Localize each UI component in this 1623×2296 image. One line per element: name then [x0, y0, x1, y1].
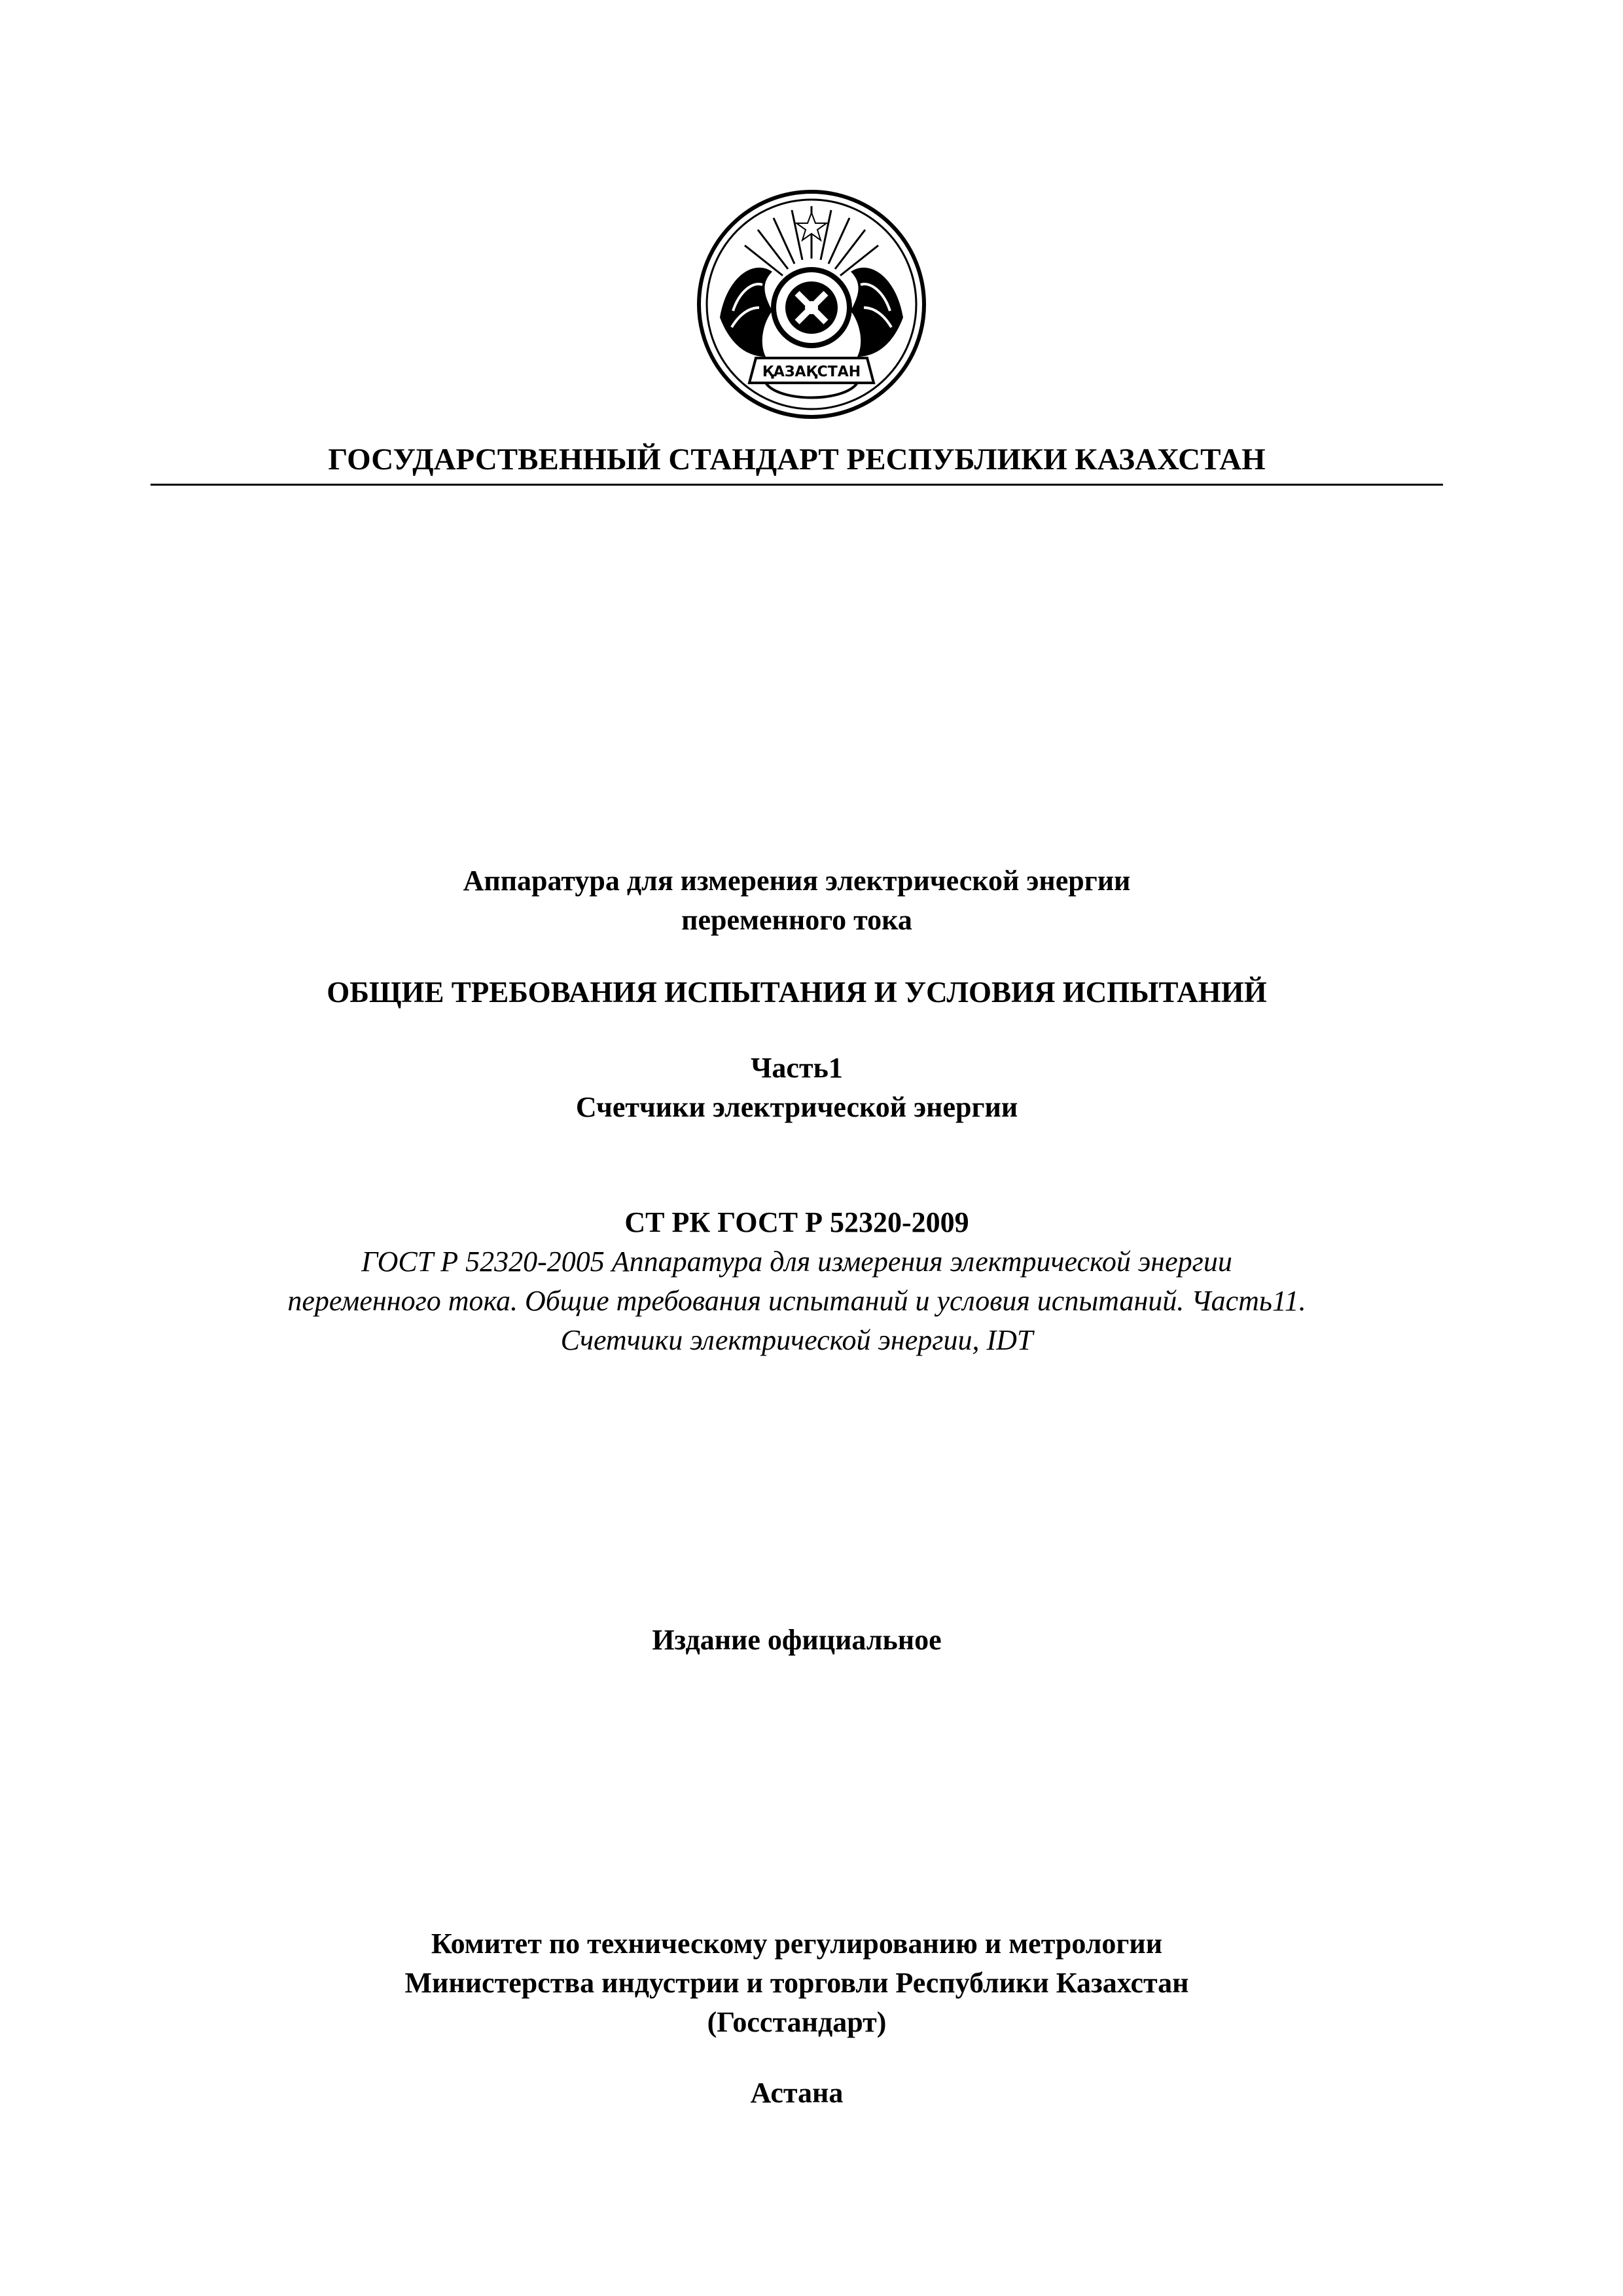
reference-line-2: переменного тока. Общие требования испытаний и условия испытаний. Часть11.: [287, 1285, 1306, 1317]
subject-block: [151, 861, 1443, 940]
part-block: [151, 1049, 1443, 1127]
publisher-block: [151, 1924, 1443, 2042]
edition-block: [151, 1621, 1443, 1660]
main-title-block: [151, 973, 1443, 1012]
publisher-line-3: (Госстандарт): [707, 2006, 887, 2038]
emblem-ribbon-text: ҚАЗАҚСТАН: [762, 364, 861, 380]
reference-line-3: Счетчики электрической энергии, IDT: [560, 1324, 1033, 1356]
part-label: Часть1: [751, 1052, 843, 1084]
main-title: ОБЩИЕ ТРЕБОВАНИЯ ИСПЫТАНИЯ И УСЛОВИЯ ИСПЫТАНИЙ: [327, 976, 1267, 1009]
standard-designation: СТ РК ГОСТ Р 52320-2009: [624, 1206, 969, 1238]
publisher-line-1: Комитет по техническому регулированию и метрологии: [431, 1928, 1163, 1960]
publisher-line-2: Министерства индустрии и торговли Республики Казахстан: [404, 1967, 1189, 1999]
edition-label: Издание официальное: [652, 1624, 942, 1656]
designation-block: [151, 1203, 1443, 1360]
standard-header: ГОСУДАРСТВЕННЫЙ СТАНДАРТ РЕСПУБЛИКИ КАЗАХСТАН: [328, 442, 1266, 476]
publication-city: Астана: [750, 2077, 844, 2109]
reference-line-1: ГОСТ Р 52320-2005 Аппаратура для измерения электрической энергии: [361, 1246, 1232, 1278]
part-title: Счетчики электрической энергии: [575, 1091, 1018, 1123]
subject-line-2: переменного тока: [681, 904, 912, 936]
subject-line-1: Аппаратура для измерения электрической энергии: [463, 865, 1131, 897]
header-divider: [151, 484, 1443, 486]
city-block: [151, 2073, 1443, 2113]
state-emblem: [694, 187, 929, 422]
